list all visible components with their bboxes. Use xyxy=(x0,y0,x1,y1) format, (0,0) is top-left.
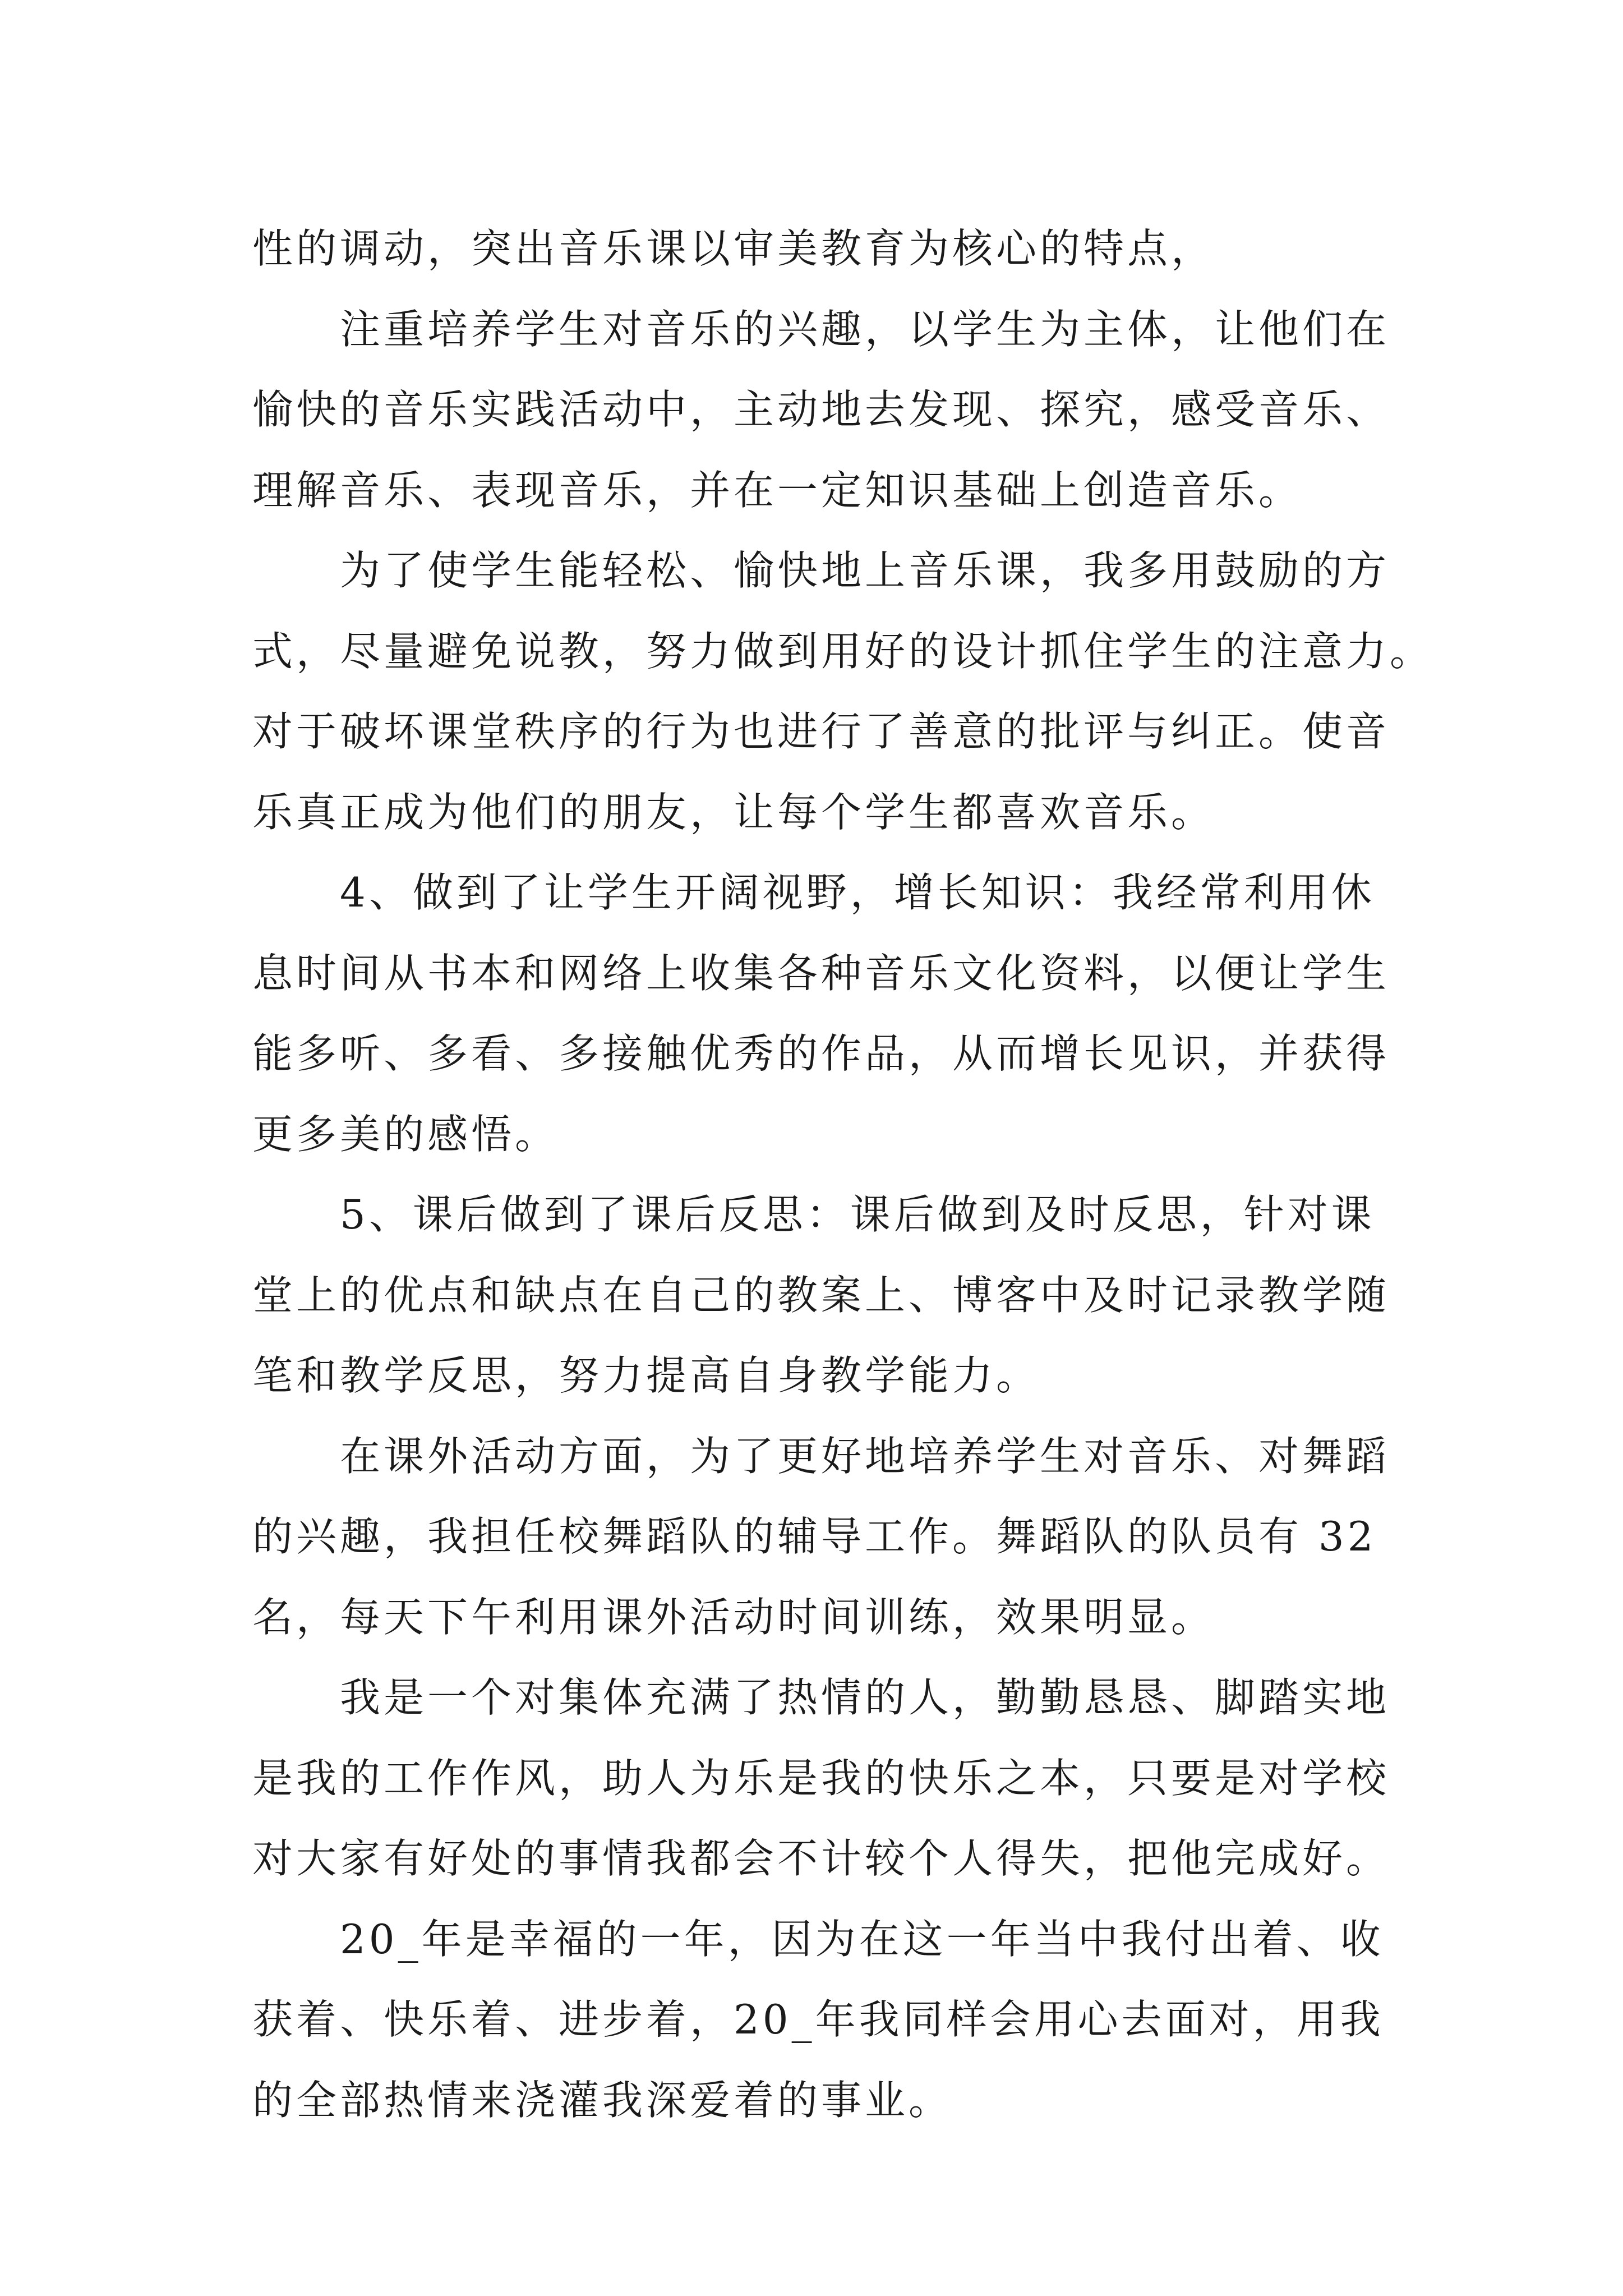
text-line: 的全部热情来浇灌我深爱着的事业。 xyxy=(252,2076,953,2124)
text-line: 4、做到了让学生开阔视野，增长知识：我经常利用休 xyxy=(340,869,1375,916)
text-line: 笔和教学反思，努力提高自身教学能力。 xyxy=(252,1352,1040,1399)
text-line: 堂上的优点和缺点在自己的教案上、博客中及时记录教学随 xyxy=(252,1271,1390,1319)
text-line: 能多听、多看、多接触优秀的作品，从而增长见识，并获得 xyxy=(252,1030,1390,1077)
text-line: 息时间从书本和网络上收集各种音乐文化资料，以便让学生 xyxy=(252,949,1390,997)
paragraph-8 xyxy=(252,1899,1396,2141)
text-line: 名，每天下午利用课外活动时间训练，效果明显。 xyxy=(252,1593,1215,1641)
text-line: 对于破坏课堂秩序的行为也进行了善意的批评与纠正。使音 xyxy=(252,708,1390,755)
paragraph-3 xyxy=(252,531,1434,853)
text-line: 获着、快乐着、进步着，20_年我同样会用心去面对，用我 xyxy=(252,1996,1384,2043)
paragraph-7 xyxy=(252,1658,1396,1899)
body-text xyxy=(252,209,1434,2141)
text-line: 性的调动，突出音乐课以审美教育为核心的特点， xyxy=(252,225,1215,272)
paragraph-6 xyxy=(252,1416,1396,1658)
text-line: 乐真正成为他们的朋友，让每个学生都喜欢音乐。 xyxy=(252,788,1215,836)
paragraph-5 xyxy=(252,1175,1396,1416)
text-line: 对大家有好处的事情我都会不计较个人得失，把他完成好。 xyxy=(252,1835,1390,1882)
text-line: 理解音乐、表现音乐，并在一定知识基础上创造音乐。 xyxy=(252,466,1303,514)
text-line: 20_年是幸福的一年，因为在这一年当中我付出着、收 xyxy=(340,1915,1384,1963)
text-line: 我是一个对集体充满了热情的人，勤勤恳恳、脚踏实地 xyxy=(340,1674,1390,1721)
text-line: 在课外活动方面，为了更好地培养学生对音乐、对舞蹈 xyxy=(340,1432,1390,1480)
text-line: 式，尽量避免说教，努力做到用好的设计抓住学生的注意力。 xyxy=(252,627,1434,675)
text-line: 的兴趣，我担任校舞蹈队的辅导工作。舞蹈队的队员有 32 xyxy=(252,1513,1377,1560)
paragraph-1 xyxy=(252,209,1396,289)
text-line: 5、课后做到了课后反思：课后做到及时反思，针对课 xyxy=(340,1191,1375,1238)
paragraph-4 xyxy=(252,853,1396,1175)
text-line: 注重培养学生对音乐的兴趣，以学生为主体，让他们在 xyxy=(340,305,1390,353)
text-line: 是我的工作作风，助人为乐是我的快乐之本，只要是对学校 xyxy=(252,1754,1390,1802)
paragraph-2 xyxy=(252,289,1396,531)
text-line: 愉快的音乐实践活动中，主动地去发现、探究，感受音乐、 xyxy=(252,386,1390,433)
text-line: 更多美的感悟。 xyxy=(252,1110,559,1158)
text-line: 为了使学生能轻松、愉快地上音乐课，我多用鼓励的方 xyxy=(340,547,1390,594)
